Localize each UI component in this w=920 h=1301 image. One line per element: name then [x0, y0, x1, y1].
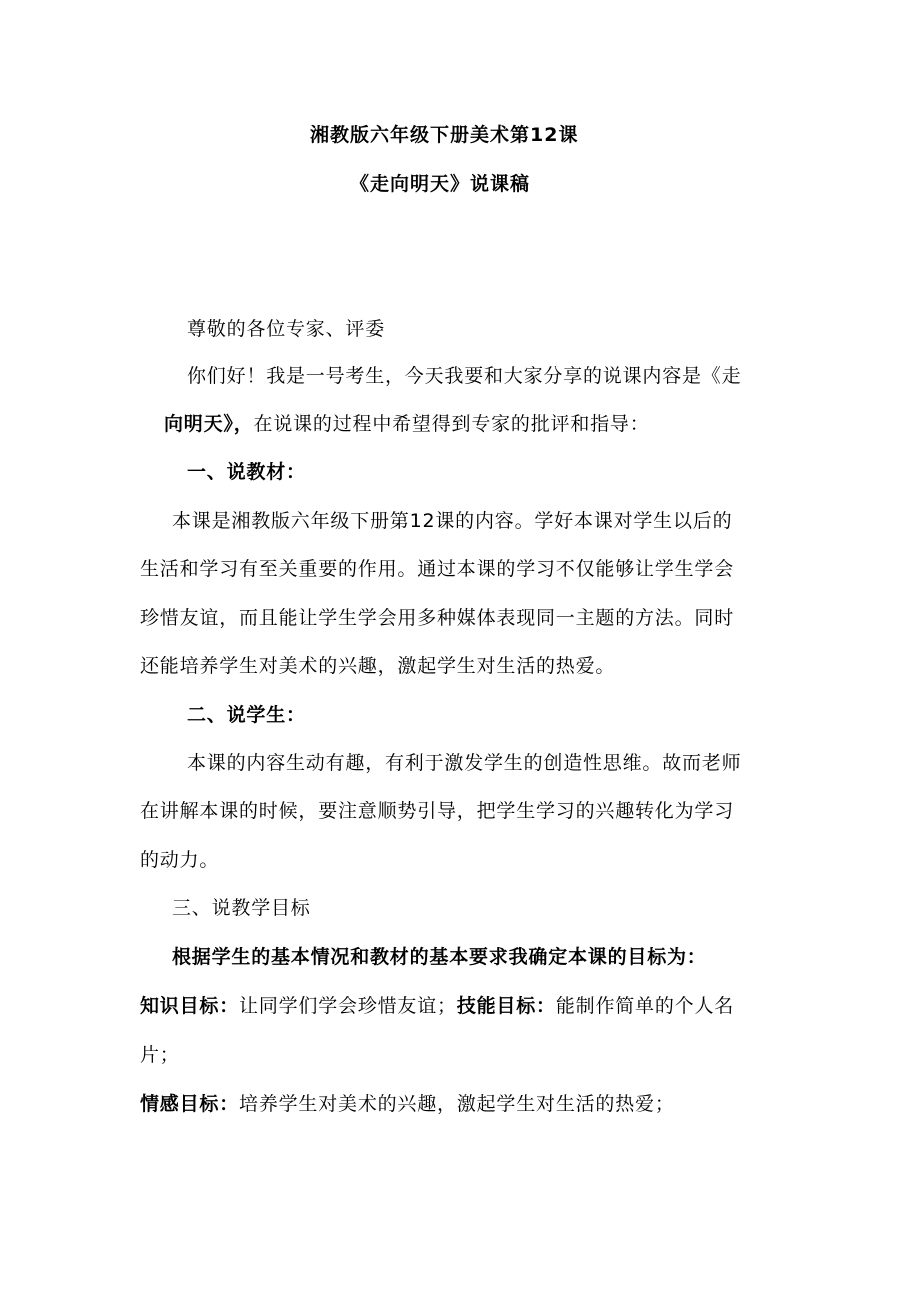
- section-2-heading: 二、说学生：: [187, 704, 306, 726]
- skill-goal-label: 技能目标：: [456, 995, 556, 1017]
- section-1-heading: 一、说教材：: [187, 461, 306, 483]
- section-2-line-3: 的动力。: [140, 849, 220, 871]
- knowledge-goal-text: 让同学们学会珍惜友谊；: [239, 995, 457, 1017]
- section-1-line-3: 珍惜友谊，而且能让学生学会用多种媒体表现同一主题的方法。同时: [140, 607, 735, 629]
- emotion-goal-text: 培养学生对美术的兴趣，激起学生对生活的热爱；: [239, 1093, 675, 1115]
- emotion-goal: [140, 1091, 675, 1117]
- section-1-line-4: 还能培养学生对美术的兴趣，激起学生对生活的热爱。: [140, 655, 616, 677]
- skill-goal-continuation: 片；: [140, 1044, 180, 1066]
- lesson-name-bold: 向明天》，: [164, 413, 254, 435]
- intro-line-2-text: 在说课的过程中希望得到专家的批评和指导：: [253, 413, 650, 435]
- knowledge-goal: [140, 993, 734, 1019]
- section-3-heading: 三、说教学目标: [172, 897, 311, 919]
- section-1-line-1: 本课是湘教版六年级下册第12课的内容。学好本课对学生以后的: [172, 510, 733, 532]
- document-title: 湘教版六年级下册美术第12课: [310, 124, 579, 146]
- section-1-line-2: 生活和学习有至关重要的作用。通过本课的学习不仅能够让学生学会: [140, 558, 735, 580]
- greeting: 尊敬的各位专家、评委: [187, 318, 386, 340]
- intro-line-2: [164, 411, 650, 437]
- section-2-line-1: 本课的内容生动有趣，有利于激发学生的创造性思维。故而老师: [187, 752, 742, 774]
- section-3-intro: 根据学生的基本情况和教材的基本要求我确定本课的目标为：: [172, 946, 707, 968]
- emotion-goal-label: 情感目标：: [140, 1093, 240, 1115]
- section-2-line-2: 在讲解本课的时候，要注意顺势引导，把学生学习的兴趣转化为学习: [140, 800, 735, 822]
- intro-line-1: 你们好！我是一号考生，今天我要和大家分享的说课内容是《走: [187, 365, 742, 387]
- skill-goal-text: 能制作简单的个人名: [555, 995, 735, 1017]
- knowledge-goal-label: 知识目标：: [140, 995, 240, 1017]
- document-subtitle: 《走向明天》说课稿: [350, 173, 531, 195]
